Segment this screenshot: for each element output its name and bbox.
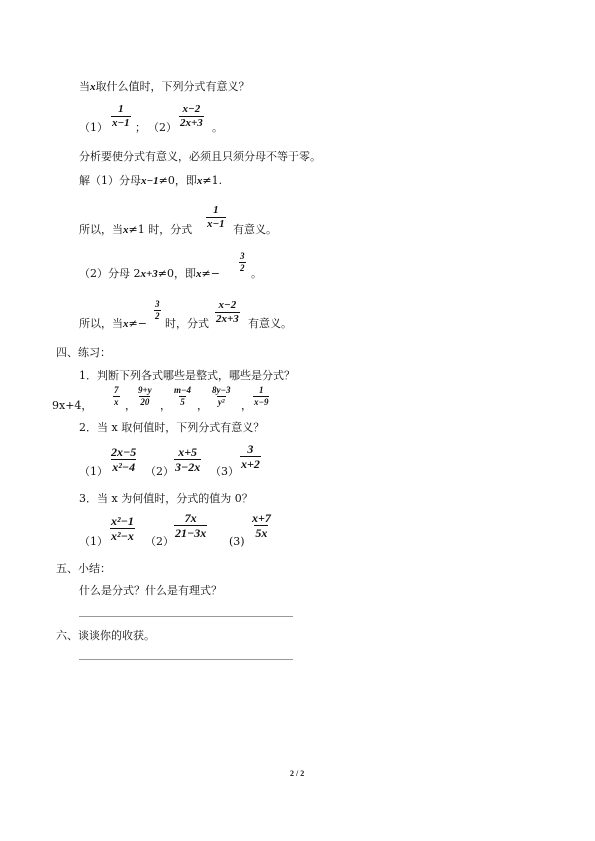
comma: ， [241,399,252,412]
conclusion-text: 时，分式 [165,317,209,330]
fraction-2x-minus-5-over-x-squared-minus-4 [110,446,137,473]
practice-question-2: 2．当 x 取何值时，下列分式有意义？ [79,421,265,434]
question-text: 当 [79,80,90,93]
conclusion-text: ≠1 时，分式 [128,223,193,236]
denominator: 21−3x [175,526,207,540]
denominator: x−1 [112,117,130,129]
fraction-3-over-2 [239,252,246,273]
polynomial-expression: 9x+4， [52,399,93,412]
page-number: 2 / 2 [290,769,305,778]
denominator: x [114,397,119,407]
fraction-x-minus-2-over-2x-plus-3 [215,300,240,325]
part-label: （1） [79,121,108,134]
denominator: 20 [140,397,150,407]
math-variable: x [90,81,96,93]
math-variable: x [196,175,203,187]
solution-text: ≠0，即 [158,174,197,187]
summary-question: 什么是分式？什么是有理式？ [79,584,222,597]
question-text: 取什么值时，下列分式有意义？ [95,80,250,93]
numerator: 3 [240,251,245,261]
math-variable: x [123,224,129,236]
part-label: （2） [145,465,174,478]
fraction-x-minus-2-over-2x-plus-3 [179,104,204,129]
denominator: 2 [155,311,160,321]
fraction-x-squared-minus-1-over-x-squared-minus-x [110,515,135,542]
conclusion-text: 有意义。 [248,317,292,330]
numerator: 3 [155,299,160,309]
denominator: y² [217,397,225,407]
part-label: （3） [210,465,239,478]
math-expression: x+3 [140,268,158,280]
solution-text: 解（1）分母 [79,174,141,187]
conclusion-text: 所以，当 [79,223,123,236]
solution-text: （2）分母 2 [79,267,141,280]
conclusion-text: ≠− [128,317,147,330]
solution-text: ≠0，即 [157,267,196,280]
comma: ， [125,399,136,412]
numerator: x−2 [182,103,201,115]
section-heading-practice: 四、练习： [56,346,111,359]
numerator: 9+y [138,385,152,395]
answer-line [79,616,293,617]
fraction-m-minus-4-over-5 [173,386,192,407]
denominator: x²−4 [112,460,136,474]
math-variable: x [196,268,202,280]
denominator: x−1 [207,218,225,230]
numerator: 7x [184,511,197,525]
denominator: x+2 [241,457,260,471]
fraction-7-over-x [113,386,120,407]
numerator: x+7 [252,511,271,525]
part-label: （2） [145,535,174,548]
part-label: (3) [229,535,245,548]
period: 。 [251,267,262,280]
conclusion-text: 有意义。 [233,223,277,236]
numerator: 1 [118,103,124,115]
denominator: 5x [255,526,268,540]
denominator: 2 [240,263,245,273]
numerator: 7 [114,385,119,395]
fraction-1-over-x-minus-9 [253,386,269,407]
fraction-3-over-2 [154,300,161,321]
fraction-1-over-x-minus-1 [111,104,131,129]
section-heading-summary: 五、小结： [56,562,111,575]
numerator: x+5 [178,445,198,459]
comma: ， [197,399,208,412]
conclusion-text: 所以，当 [79,317,123,330]
solution-text: ≠− [201,267,220,280]
math-expression: x−1 [141,175,159,187]
math-variable: x [123,318,129,330]
numerator: x−2 [218,299,237,311]
period: 。 [212,121,223,134]
separator: ； [135,121,146,134]
answer-line [79,659,293,660]
part-label: （2） [148,121,177,134]
denominator: 5 [180,397,185,407]
conclusion-line-1 [79,224,192,236]
solution-line-2 [79,268,220,280]
numerator: 2x−5 [111,445,137,459]
denominator: 2x+3 [180,117,203,129]
denominator: x−9 [254,397,269,407]
numerator: m−4 [174,385,191,395]
numerator: 1 [213,204,219,216]
comma: ， [160,399,171,412]
denominator: 3−2x [175,460,201,474]
fraction-x-plus-5-over-3-minus-2x [174,446,201,473]
solution-text: ≠1. [202,174,223,187]
section-heading-harvest: 六、谈谈你的收获。 [56,629,155,642]
numerator: 3 [247,442,254,456]
numerator: 1 [258,385,264,395]
example-question [79,81,250,93]
fraction-9-plus-y-over-20 [137,386,153,407]
part-label: （1） [79,535,108,548]
analysis-text: 分析要使分式有意义，必须且只须分母不等于零。 [79,150,321,163]
denominator: 2x+3 [216,313,239,325]
fraction-7x-over-21-minus-3x [174,512,207,539]
solution-line-1 [79,175,222,187]
fraction-1-over-x-minus-1 [206,205,226,230]
part-label: （1） [79,465,108,478]
denominator: x²−x [111,529,134,543]
practice-question-3: 3．当 x 为何值时，分式的值为 0？ [79,492,253,505]
numerator: x²−1 [111,514,134,528]
fraction-8y-minus-3-over-y-squared [211,386,231,407]
practice-question-1: 1．判断下列各式哪些是整式，哪些是分式？ [79,369,295,382]
conclusion-line-2 [79,318,147,330]
numerator: 8y−3 [212,385,231,395]
fraction-x-plus-7-over-5x [251,512,272,539]
fraction-3-over-x-plus-2 [240,443,261,470]
